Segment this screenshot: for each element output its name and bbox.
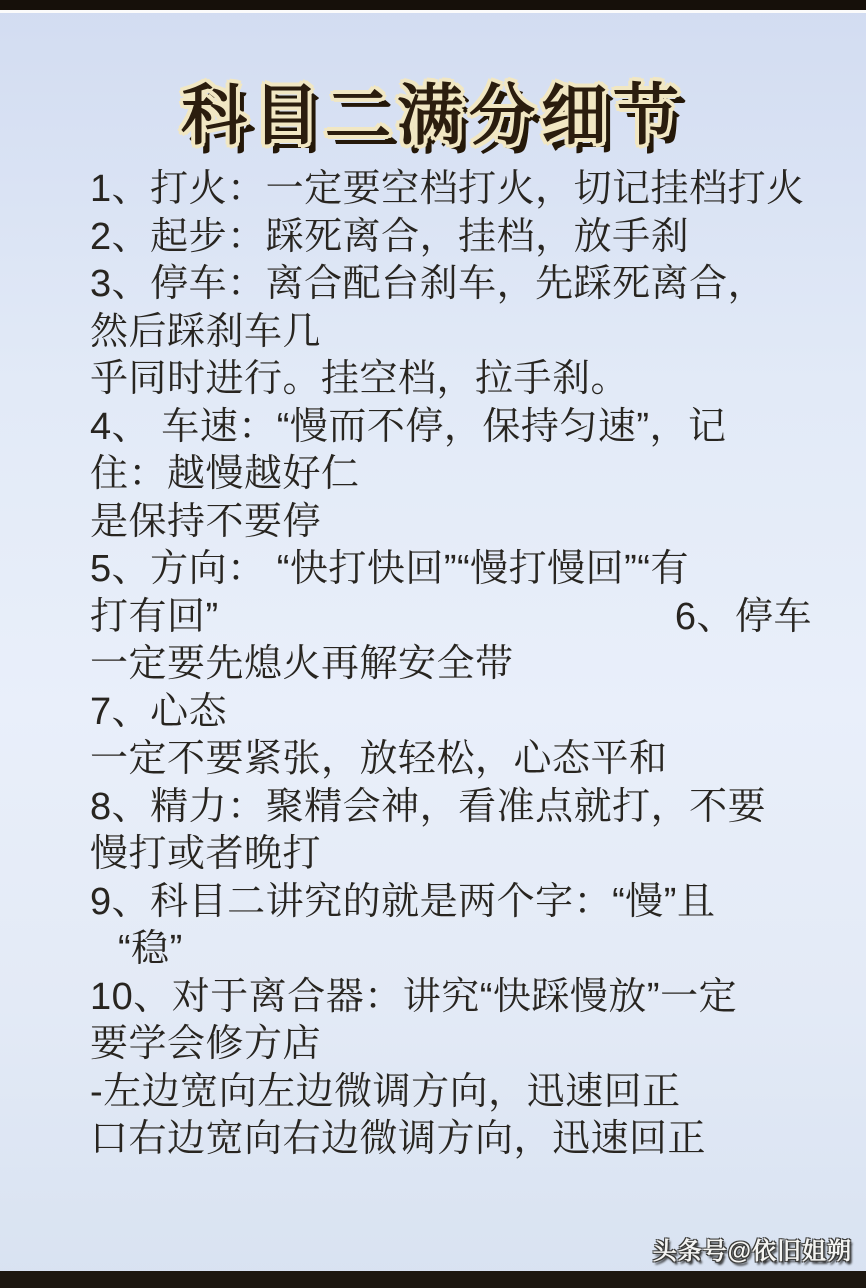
text-line: 然后踩刹车几 (90, 310, 322, 353)
top-border-highlight (0, 10, 866, 13)
text-line: 要学会修方店 (90, 1023, 322, 1065)
text-line: 8、精力：聚精会神，看准点就打，不要 (90, 785, 767, 828)
text-line: 5、方向： “快打快回”“慢打慢回”“有 (90, 548, 689, 590)
text-line: 4、 车速：“慢而不停，保持匀速”，记 (90, 405, 727, 448)
text-line (90, 594, 830, 642)
tips-list (90, 166, 830, 1164)
text-line: 住：越慢越好仁 (90, 453, 360, 495)
text-line: 3、停车：离合配台刹车，先踩死离合， (90, 263, 767, 305)
bottom-border (0, 1271, 866, 1288)
page-title: 科目二满分细节 (181, 78, 685, 152)
watermark: 头条号@依旧姐朔 (652, 1238, 852, 1265)
text-line-right: 6、停车 (674, 595, 812, 638)
top-border (0, 0, 866, 10)
text-line: 10、对于离合器：讲究“快踩慢放”一定 (90, 975, 738, 1018)
text-line-left: 打有回” (90, 595, 219, 638)
text-line: 慢打或者晚打 (90, 833, 322, 875)
text-line: 是保持不要停 (90, 500, 322, 543)
text-line: 2、起步：踩死离合，挂档，放手刹 (90, 215, 690, 258)
text-line: 1、打火：一定要空档打火，切记挂档打火 (90, 168, 805, 210)
text-line: 7、心态 (90, 690, 228, 733)
text-line: -左边宽向左边微调方向，迅速回正 (90, 1070, 681, 1113)
text-line: “稳” (118, 928, 183, 970)
text-line: 一定要先熄火再解安全带 (90, 643, 514, 685)
text-line: 乎同时进行。挂空档，拉手刹。 (90, 358, 630, 400)
text-line: 一定不要紧张，放轻松，心态平和 (90, 738, 668, 780)
text-line: 口右边宽向右边微调方向，迅速回正 (90, 1118, 707, 1160)
text-line: 9、科目二讲究的就是两个字：“慢”且 (90, 880, 716, 923)
